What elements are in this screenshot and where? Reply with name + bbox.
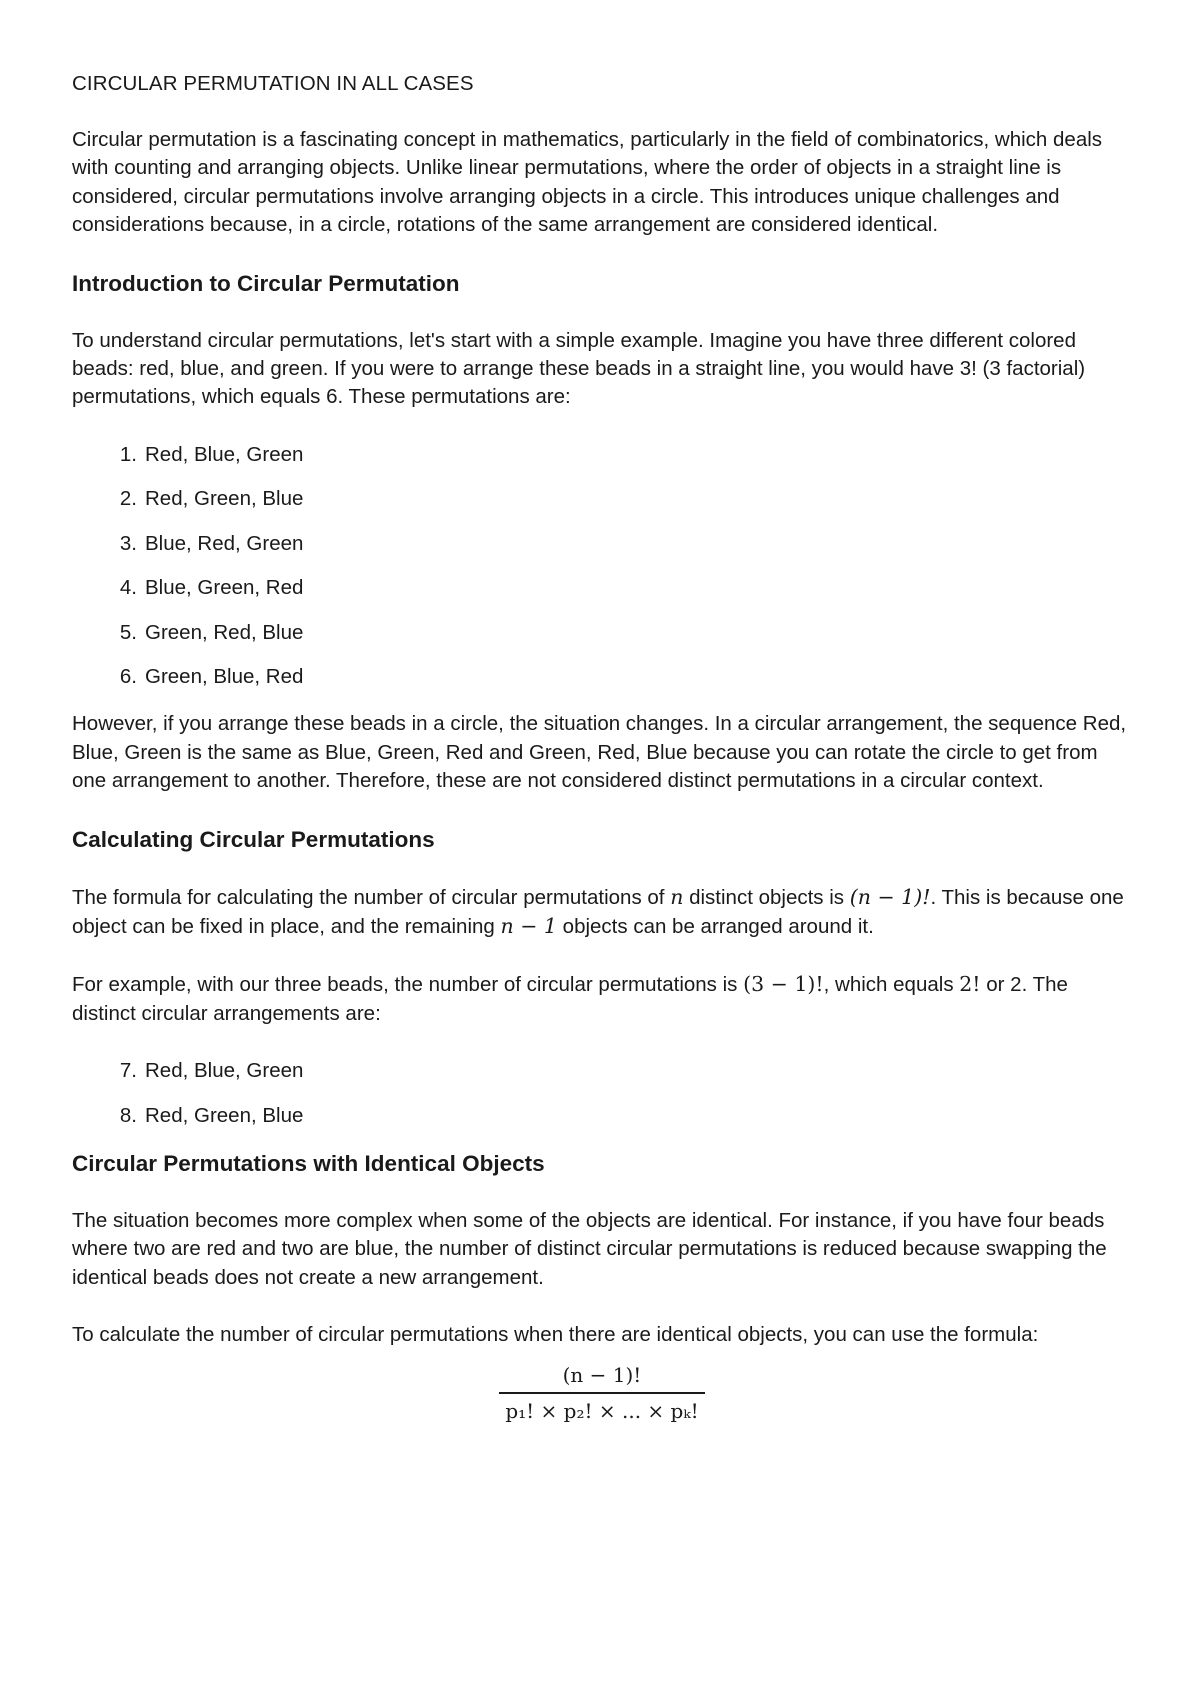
list-item-text: Blue, Red, Green — [145, 531, 304, 555]
list-item — [72, 1057, 1132, 1085]
math-inline: (3 − 1)! — [743, 972, 824, 997]
list-item-number: 7. — [119, 1059, 137, 1083]
list-item-text: Blue, Green, Red — [145, 576, 304, 600]
math-inline: 2! — [959, 972, 981, 997]
list-item-number: 8. — [119, 1103, 137, 1127]
text-run: or 2. The distinct circular arrangements are: — [72, 973, 1068, 1025]
list-item-text: Green, Blue, Red — [145, 665, 304, 689]
section2-paragraph1 — [72, 883, 1132, 942]
list-item — [72, 441, 1132, 469]
math-inline: (n − 1)! — [849, 884, 931, 909]
fraction-numerator: (n − 1)! — [562, 1363, 642, 1388]
text-run: objects can be arranged around it. — [556, 914, 874, 938]
document-title: CIRCULAR PERMUTATION IN ALL CASES — [72, 72, 474, 95]
list-item-text: Red, Green, Blue — [145, 1103, 304, 1127]
text-run: For example, with our three beads, the number of circular permutations is — [72, 973, 744, 997]
list-item-text: Red, Green, Blue — [145, 487, 304, 511]
section-heading-introduction: Introduction to Circular Permutation — [72, 270, 460, 296]
list-item-text: Red, Blue, Green — [145, 442, 304, 466]
fraction-denominator: p₁! × p₂! × ... × pₖ! — [505, 1398, 699, 1423]
section3-paragraph2: To calculate the number of circular permutations when there are identical objects, you can use the formula: — [72, 1322, 1039, 1346]
identical-objects-formula — [72, 1361, 1132, 1425]
section-heading-identical-objects: Circular Permutations with Identical Objects — [72, 1150, 545, 1176]
list-item — [72, 663, 1132, 691]
list-item-number: 4. — [119, 576, 137, 600]
math-inline: n − 1 — [500, 913, 557, 938]
list-item — [72, 530, 1132, 558]
linear-permutations-list — [72, 441, 1132, 692]
list-item — [72, 619, 1132, 647]
list-item — [72, 574, 1132, 602]
math-inline: n — [670, 884, 684, 909]
circular-permutations-list — [72, 1057, 1132, 1130]
section1-paragraph1: To understand circular permutations, let's start with a simple example. Imagine you have three different colored beads: red, blue, and green. If you were to arrange these beads in a straight line, you would have 3! (3 factorial) permutations, which equals 6. These permutations are: — [72, 328, 1086, 409]
text-run: . This is because one object can be fixed in place, and the remaining — [72, 885, 1124, 938]
intro-paragraph: Circular permutation is a fascinating concept in mathematics, particularly in the field of combinatorics, which deals with counting and arranging objects. Unlike linear permutations, where the order of objects in a straight line is considered, circular permutations involve arranging objects in a circle. This introduces unique challenges and considerations because, in a circle, rotations of the same arrangement are considered identical. — [72, 128, 1103, 237]
fraction — [499, 1361, 704, 1425]
list-item-number: 1. — [119, 442, 137, 466]
list-item — [72, 485, 1132, 513]
text-run: The formula for calculating the number of circular permutations of — [72, 885, 671, 909]
list-item-text: Red, Blue, Green — [145, 1059, 304, 1083]
list-item-number: 5. — [119, 620, 137, 644]
section2-paragraph2 — [72, 970, 1132, 1028]
text-run: , which equals — [823, 973, 960, 997]
document-page — [72, 70, 1132, 1425]
section-heading-calculating: Calculating Circular Permutations — [72, 826, 435, 852]
list-item-number: 3. — [119, 531, 137, 555]
section1-paragraph2: However, if you arrange these beads in a circle, the situation changes. In a circular arrangement, the sequence Red, Blue, Green is the same as Blue, Green, Red and Green, Red, Blue because you can rotate the circle to get from one arrangement to another. Therefore, these are not considered distinct permutations in a circular context. — [72, 712, 1127, 793]
list-item — [72, 1102, 1132, 1130]
list-item-text: Green, Red, Blue — [145, 620, 304, 644]
list-item-number: 2. — [119, 487, 137, 511]
text-run: distinct objects is — [683, 885, 850, 909]
list-item-number: 6. — [119, 665, 137, 689]
section3-paragraph1: The situation becomes more complex when some of the objects are identical. For instance, if you have four beads where two are red and two are blue, the number of distinct circular permutations is reduced because swapping the identical beads does not create a new arrangement. — [72, 1208, 1107, 1289]
